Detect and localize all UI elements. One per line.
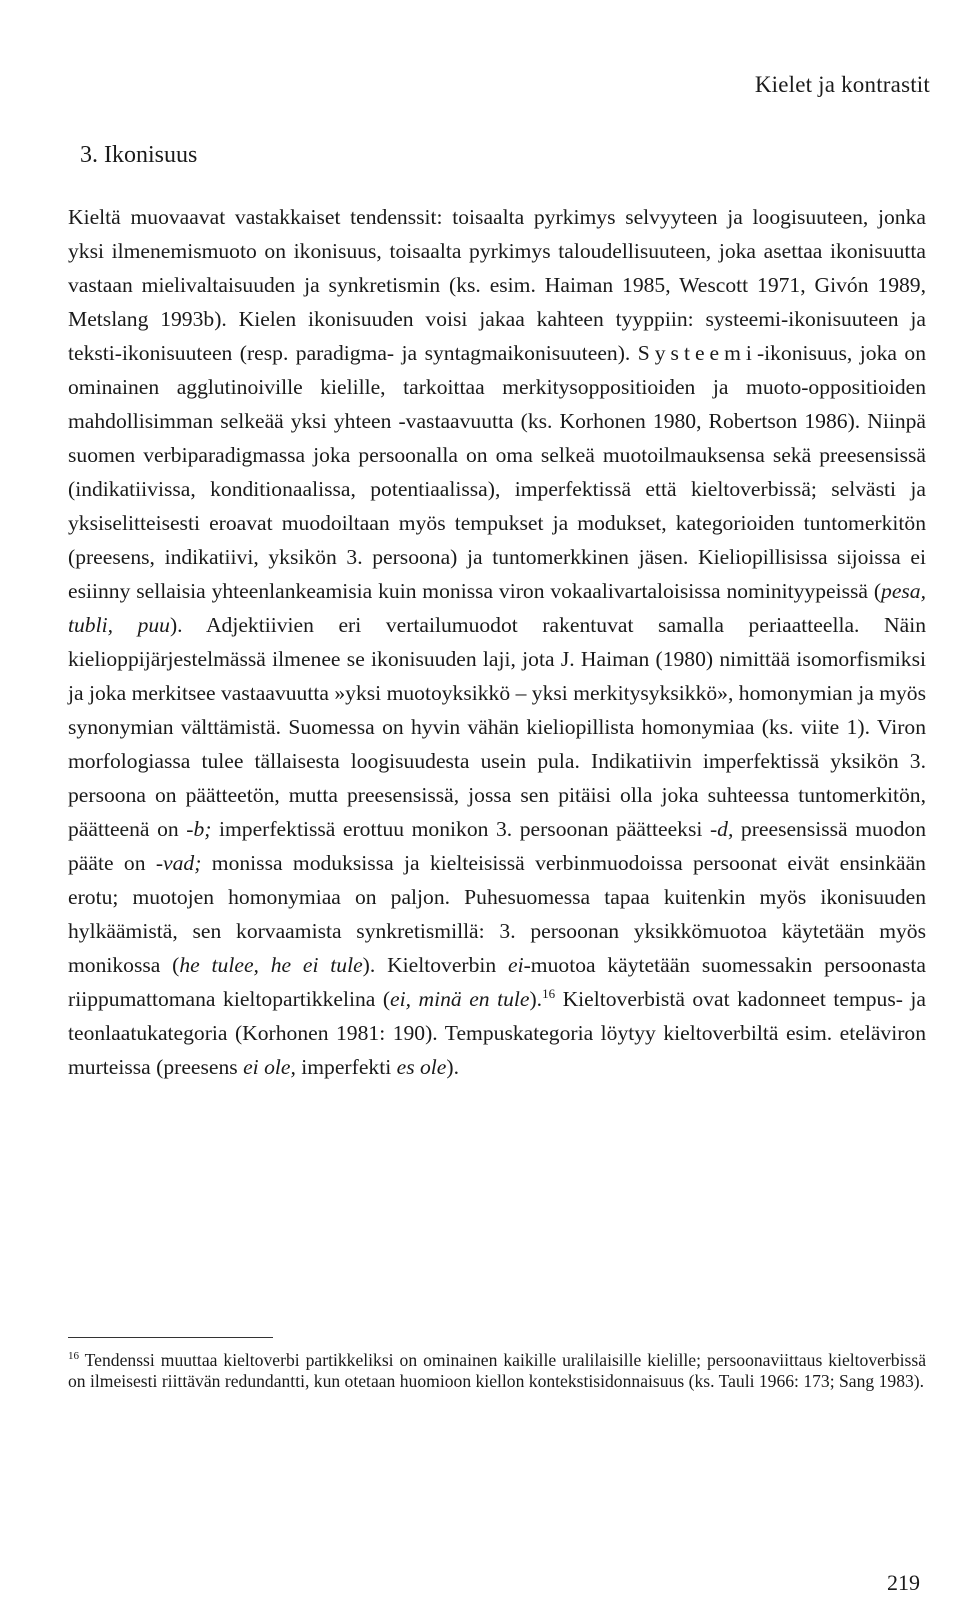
spaced-term: Systeemi bbox=[637, 341, 757, 365]
italic-example: -b; bbox=[186, 817, 212, 841]
italic-example: ei bbox=[508, 953, 524, 977]
italic-example: he tulee, he ei tule bbox=[179, 953, 363, 977]
section-heading bbox=[80, 142, 197, 169]
footnote-text: Tendenssi muuttaa kieltoverbi partikkeliksi on ominainen kaikille uralilaisille kielille; persoonaviittaus kieltoverbissä on ilmeisesti riittävän redundantti, kun otetaan huomioon kiellon kontekstisidonnaisuus (ks. Tauli 1966: 173; Sang 1983). bbox=[68, 1350, 926, 1391]
text-run: ). bbox=[446, 1055, 459, 1079]
page-number: 219 bbox=[887, 1570, 920, 1595]
body-paragraph bbox=[68, 200, 926, 1084]
text-run: ). Kieltoverbin bbox=[362, 953, 509, 977]
italic-example: es ole bbox=[396, 1055, 447, 1079]
text-run: Kieltoverbistä ovat kadonneet tempus- ja teonlaatukategoria (Korhonen 1981: 190). Tempuskategoria löytyy kieltoverbiltä esim. eteläviron murteissa (preesens bbox=[68, 987, 926, 1079]
text-run: preesensissä muodon pääte on bbox=[68, 817, 926, 875]
text-run: Kieltä muovaavat vastakkaiset tendenssit: toisaalta pyrkimys selvyyteen ja loogisuuteen, jonka yksi ilmenemismuoto on ikonisuus, toisaalta pyrkimys taloudellisuuteen, joka asettaa ikonisuutta vastaan mielivaltaisuuden ja synkretismin (ks. esim. Haiman 1985, Wescott 1971, Givón 1989, Metslang 1993b). Kielen ikonisuuden voisi jakaa kahteen tyyppiin: systeemi-ikonisuuteen ja teksti-ikonisuuteen (resp. paradigma- ja syntagmaikonisuuteen). bbox=[68, 205, 926, 365]
text-run: ). bbox=[529, 987, 543, 1011]
text-run: -ikonisuus, joka on ominainen agglutinoiville kielille, tarkoittaa merkitysoppositioiden ja muoto-oppositioiden mahdollisimman selkeää yksi yhteen -vastaavuutta (ks. Korhonen 1980, Robertson 1986). Niinpä suomen verbiparadigmassa joka persoonalla on oma selkeä muotoilmauksensa sekä preesensissä (indikatiivissa, konditionaalissa, potentiaalissa), imperfektissä että kieltoverbissä; selvästi ja yksiselitteisesti eroavat muodoiltaan myös tempukset ja modukset, kategorioiden tuntomerkitön (preesens, indikatiivi, yksikön 3. persoona) ja tuntomerkkinen jäsen. Kieliopillisissa sijoissa ei esiinny sellaisia yhteenlankeamisia kuin monissa viron vokaalivartaloisissa nominityypeissä ( bbox=[68, 341, 926, 603]
text-run: monissa moduksissa ja kielteisissä verbinmuodoissa persoonat eivät ensinkään erotu; muotojen homonymiaa on paljon. Puhesuomessa tapaa kuitenkin myös ikonisuuden hylkäämistä, sen korvaamista synkretismillä: 3. persoonan yksikkömuotoa käytetään myös monikossa ( bbox=[68, 851, 926, 977]
text-run: imperfekti bbox=[295, 1055, 397, 1079]
text-run: ). Adjektiivien eri vertailumuodot rakentuvat samalla periaatteella. Näin kielioppijärjestelmässä ilmenee se ikonisuuden laji, jota J. Haiman (1980) nimittää isomorfismiksi ja joka merkitsee vastaavuutta »yksi muotoyksikkö – yksi merkitysyksikkö», homonymian ja myös synonymian välttämistä. Suomessa on hyvin vähän kieliopillista homonymiaa (ks. viite 1). Viron morfologiassa tulee tällaisesta loogisuudesta usein pula. Indikatiivin imperfektissä yksikön 3. persoona on päätteetön, mutta preesensissä, jossa sen pitäisi olla joka suhteessa tuntomerkitön, päätteenä on bbox=[68, 613, 927, 841]
italic-example: ei, minä en tule bbox=[390, 987, 530, 1011]
footnote bbox=[68, 1350, 926, 1392]
running-head: Kielet ja kontrastit bbox=[754, 72, 930, 97]
italic-example: pesa, tubli, puu bbox=[68, 579, 926, 637]
italic-example: -vad; bbox=[155, 851, 202, 875]
section-title: Ikonisuus bbox=[104, 142, 198, 168]
text-run: -muotoa käytetään suomessakin persoonasta riippumattomana kieltopartikkelina ( bbox=[68, 953, 927, 1011]
italic-example: -d, bbox=[709, 817, 734, 841]
footnote-reference[interactable]: 16 bbox=[542, 985, 556, 1001]
section-number: 3. bbox=[80, 142, 98, 168]
italic-example: ei ole, bbox=[243, 1055, 296, 1079]
text-run: imperfektissä erottuu monikon 3. persoonan päätteeksi bbox=[211, 817, 710, 841]
footnote-divider bbox=[68, 1337, 273, 1338]
footnote-number: 16 bbox=[68, 1350, 79, 1363]
